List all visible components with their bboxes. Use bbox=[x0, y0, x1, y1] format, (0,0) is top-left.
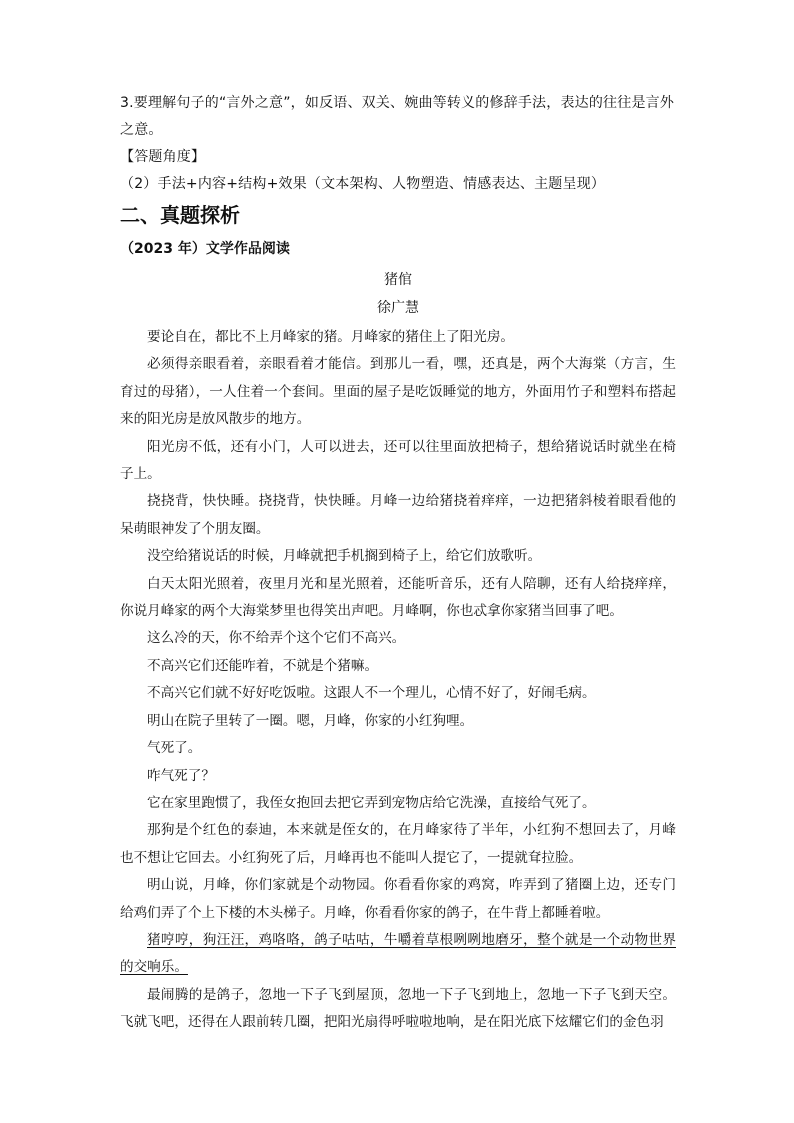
section-heading: 二、真题探析 bbox=[120, 203, 240, 227]
story-paragraph: 那狗是个红色的泰迪，本来就是侄女的，在月峰家待了半年，小红狗不想回去了，月峰也不想让它回去。小红狗死了后，月峰再也不能叫人提它了，一提就耷拉脸。 bbox=[120, 822, 676, 866]
story-paragraph: 咋气死了？ bbox=[147, 767, 215, 784]
story-paragraph: 气死了。 bbox=[147, 740, 202, 757]
story-paragraph: 要论自在，都比不上月峰家的猪。月峰家的猪住上了阳光房。 bbox=[147, 329, 515, 345]
story-paragraph: 没空给猪说话的时候，月峰就把手机搁到椅子上，给它们放歌听。 bbox=[147, 548, 542, 565]
story-paragraph: 它在家里跑惯了，我侄女抱回去把它弄到宠物店给它洗澡，直接给气死了。 bbox=[147, 794, 596, 811]
story-paragraph: 这么冷的天，你不给弄个这个它们不高兴。 bbox=[147, 630, 406, 647]
story-title: 猪倌 bbox=[384, 272, 412, 288]
point-3-line-2: 之意。 bbox=[120, 122, 163, 138]
story-paragraph: 白天太阳光照着，夜里月光和星光照着，还能听音乐，还有人陪聊，还有人给挠痒痒，你说月峰家的两个大海棠梦里也得笑出声吧。月峰啊，你也忒拿你家猪当回事了吧。 bbox=[120, 575, 676, 620]
answer-angle-text: （2）手法+内容+结构+效果（文本架构、人物塑造、情感表达、主题呈现） bbox=[120, 176, 606, 192]
underlined-paragraph: 猪哼哼，狗汪汪，鸡咯咯，鸽子咕咕，牛嚼着草根咧咧地磨牙，整个就是一个动物世界的交响乐。 bbox=[120, 931, 676, 976]
story-paragraph: 明山在院子里转了一圈。嗯，月峰，你家的小红狗哩。 bbox=[147, 712, 474, 729]
story-paragraph: 挠挠背，快快睡。挠挠背，快快睡。月峰一边给猪挠着痒痒，一边把猪斜棱着眼看他的呆萌眼神发了个朋友圈。 bbox=[120, 493, 676, 537]
story-paragraph: 不高兴它们就不好好吃饭啦。这跟人不一个理儿，心情不好了，好闹毛病。 bbox=[147, 685, 596, 702]
story-paragraph: 阳光房不低，还有小门，人可以进去，还可以往里面放把椅子，想给猪说话时就坐在椅子上。 bbox=[120, 438, 676, 483]
story-paragraph: 明山说，月峰，你们家就是个动物园。你看看你家的鸡窝，咋弄到了猪圈上边，还专门给鸡们弄了个上下楼的木头梯子。月峰，你看看你家的鸽子，在牛背上都睡着啦。 bbox=[120, 877, 676, 921]
section-subheading: （2023 年）文学作品阅读 bbox=[120, 241, 290, 257]
point-3-line-1: 3.要理解句子的“言外之意”，如反语、双关、婉曲等转义的修辞手法，表达的往往是言外 bbox=[120, 95, 675, 111]
answer-angle-heading: 【答题角度】 bbox=[120, 149, 206, 165]
document-page bbox=[120, 90, 676, 1037]
story-paragraph: 不高兴它们还能咋着，不就是个猪嘛。 bbox=[147, 657, 379, 674]
story-paragraph: 必须得亲眼看着，亲眼看着才能信。到那儿一看，嘿，还真是，两个大海棠（方言，生育过的母猪），一人住着一个套间。里面的屋子是吃饭睡觉的地方，外面用竹子和塑料布搭起来的阳光房是放风散步的地方。 bbox=[120, 356, 676, 428]
story-paragraph-last: 最闹腾的是鸽子，忽地一下子飞到屋顶，忽地一下子飞到地上，忽地一下子飞到天空。飞就飞吧，还得在人跟前转几圈，把阳光扇得呼啦啦地响，是在阳光底下炫耀它们的金色羽 bbox=[120, 986, 676, 1031]
story-author: 徐广慧 bbox=[377, 300, 419, 316]
